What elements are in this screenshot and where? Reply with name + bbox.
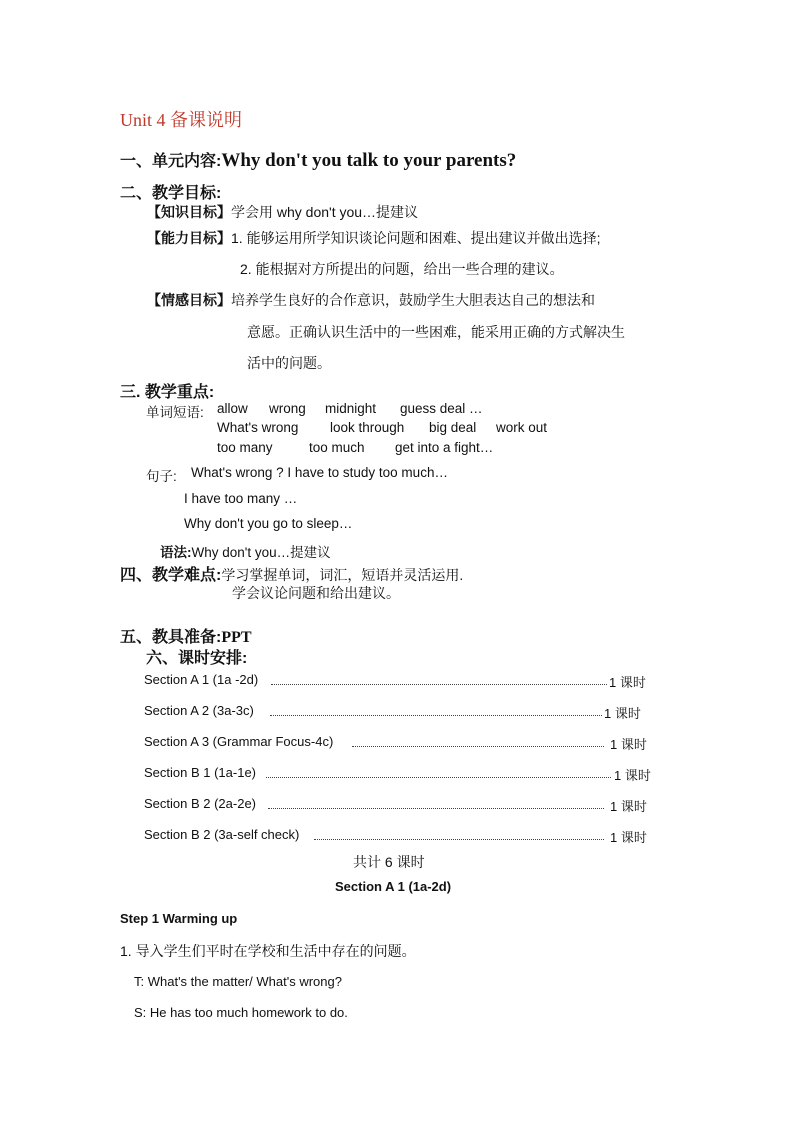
emotion-line-1: 培养学生良好的合作意识，鼓励学生大胆表达自己的想法和 xyxy=(231,292,595,308)
schedule-row xyxy=(144,703,664,721)
knowledge-tag: 【知识目标】 xyxy=(147,204,231,220)
vocab-row-1 xyxy=(0,401,793,419)
dialogue-teacher: T: What's the matter/ What's wrong? xyxy=(134,974,342,989)
vocab-item: look through xyxy=(330,420,405,435)
schedule-row xyxy=(144,734,664,752)
schedule-item-hours: 1 课时 xyxy=(610,830,647,845)
vocab-item: What's wrong xyxy=(217,420,299,435)
vocab-item: too many xyxy=(217,440,273,455)
ability-objective xyxy=(147,228,600,248)
section-objectives-label: 二、教学目标: xyxy=(120,185,222,202)
section-schedule-label: 六、课时安排: xyxy=(146,650,248,667)
schedule-item-hours: 1 课时 xyxy=(614,768,651,783)
dialogue-student: S: He has too much homework to do. xyxy=(134,1005,348,1020)
vocab-item: work out xyxy=(496,420,548,435)
schedule-item-hours: 1 课时 xyxy=(604,706,641,721)
emotion-line-2: 意愿。正确认识生活中的一些困难，能采用正确的方式解决生 xyxy=(247,324,625,340)
schedule-total: 共计 6 课时 xyxy=(353,854,425,870)
ability-item-1: 1. 能够运用所学知识谈论问题和困难、提出建议并做出选择; xyxy=(231,230,601,246)
materials-content: PPT xyxy=(221,629,252,646)
emotion-line-3: 活中的问题。 xyxy=(247,355,331,371)
schedule-item-name: Section B 2 (2a-2e) xyxy=(144,796,257,811)
vocab-item: midnight xyxy=(325,401,377,416)
emotion-objective xyxy=(147,290,595,310)
sentence-3: Why don't you go to sleep… xyxy=(184,516,353,531)
schedule-item-name: Section A 1 (1a -2d) xyxy=(144,672,259,687)
section-key-points-label: 三. 教学重点: xyxy=(120,384,215,401)
section-label: 五、教具准备: xyxy=(120,629,222,646)
vocab-item: too much xyxy=(309,440,365,455)
vocab-row-3 xyxy=(0,440,793,458)
schedule-row xyxy=(144,765,664,783)
vocab-row-2 xyxy=(0,420,793,438)
unit-question: Why don't you talk to your parents? xyxy=(221,150,517,171)
schedule-item-hours: 1 课时 xyxy=(609,675,646,690)
difficulty-line-1: 学习掌握单词，词汇，短语并灵活运用. xyxy=(221,567,464,583)
section-difficulties xyxy=(120,562,463,585)
schedule-item-hours: 1 课时 xyxy=(610,737,647,752)
vocab-item: guess deal … xyxy=(400,401,483,416)
schedule-row xyxy=(144,796,664,814)
vocab-item: big deal xyxy=(429,420,477,435)
difficulty-line-2: 学会议论问题和给出建议。 xyxy=(232,585,400,601)
schedule-row xyxy=(144,827,664,845)
knowledge-text: 学会用 why don't you…提建议 xyxy=(231,204,419,220)
grammar-text: Why don't you…提建议 xyxy=(191,545,331,560)
leader-dots xyxy=(270,703,602,716)
grammar-label: 语法: xyxy=(160,545,192,560)
ability-tag: 【能力目标】 xyxy=(147,230,231,246)
sentence-1: What's wrong ? I have to study too much… xyxy=(191,465,448,480)
schedule-item-name: Section B 1 (1a-1e) xyxy=(144,765,257,780)
vocab-item: get into a fight… xyxy=(395,440,494,455)
schedule-item-name: Section A 3 (Grammar Focus-4c) xyxy=(144,734,334,749)
section-materials xyxy=(120,624,252,647)
emotion-tag: 【情感目标】 xyxy=(147,292,231,308)
section-label: 四、教学难点: xyxy=(120,567,222,584)
schedule-item-name: Section B 2 (3a-self check) xyxy=(144,827,300,842)
leader-dots xyxy=(266,765,611,778)
document-title: Unit 4 备课说明 xyxy=(120,110,243,130)
step-heading: Step 1 Warming up xyxy=(120,911,238,926)
leader-dots xyxy=(271,672,607,685)
ability-item-2: 2. 能根据对方所提出的问题，给出一些合理的建议。 xyxy=(240,261,564,277)
section-label: 一、单元内容: xyxy=(120,153,222,170)
schedule-item-name: Section A 2 (3a-3c) xyxy=(144,703,254,718)
leader-dots xyxy=(314,827,604,840)
leader-dots xyxy=(268,796,604,809)
section-unit-content xyxy=(120,148,516,172)
sentence-label: 句子: xyxy=(146,469,177,484)
lesson-heading: Section A 1 (1a-2d) xyxy=(335,879,452,894)
schedule-row xyxy=(144,672,664,690)
grammar-line xyxy=(160,541,331,561)
vocab-item: allow xyxy=(217,401,248,416)
step-item-1: 1. 导入学生们平时在学校和生活中存在的问题。 xyxy=(120,943,416,959)
sentence-2: I have too many … xyxy=(184,491,298,506)
knowledge-objective xyxy=(147,202,418,222)
schedule-item-hours: 1 课时 xyxy=(610,799,647,814)
leader-dots xyxy=(352,734,604,747)
vocab-label: 单词短语: xyxy=(146,405,204,420)
vocab-item: wrong xyxy=(269,401,306,416)
